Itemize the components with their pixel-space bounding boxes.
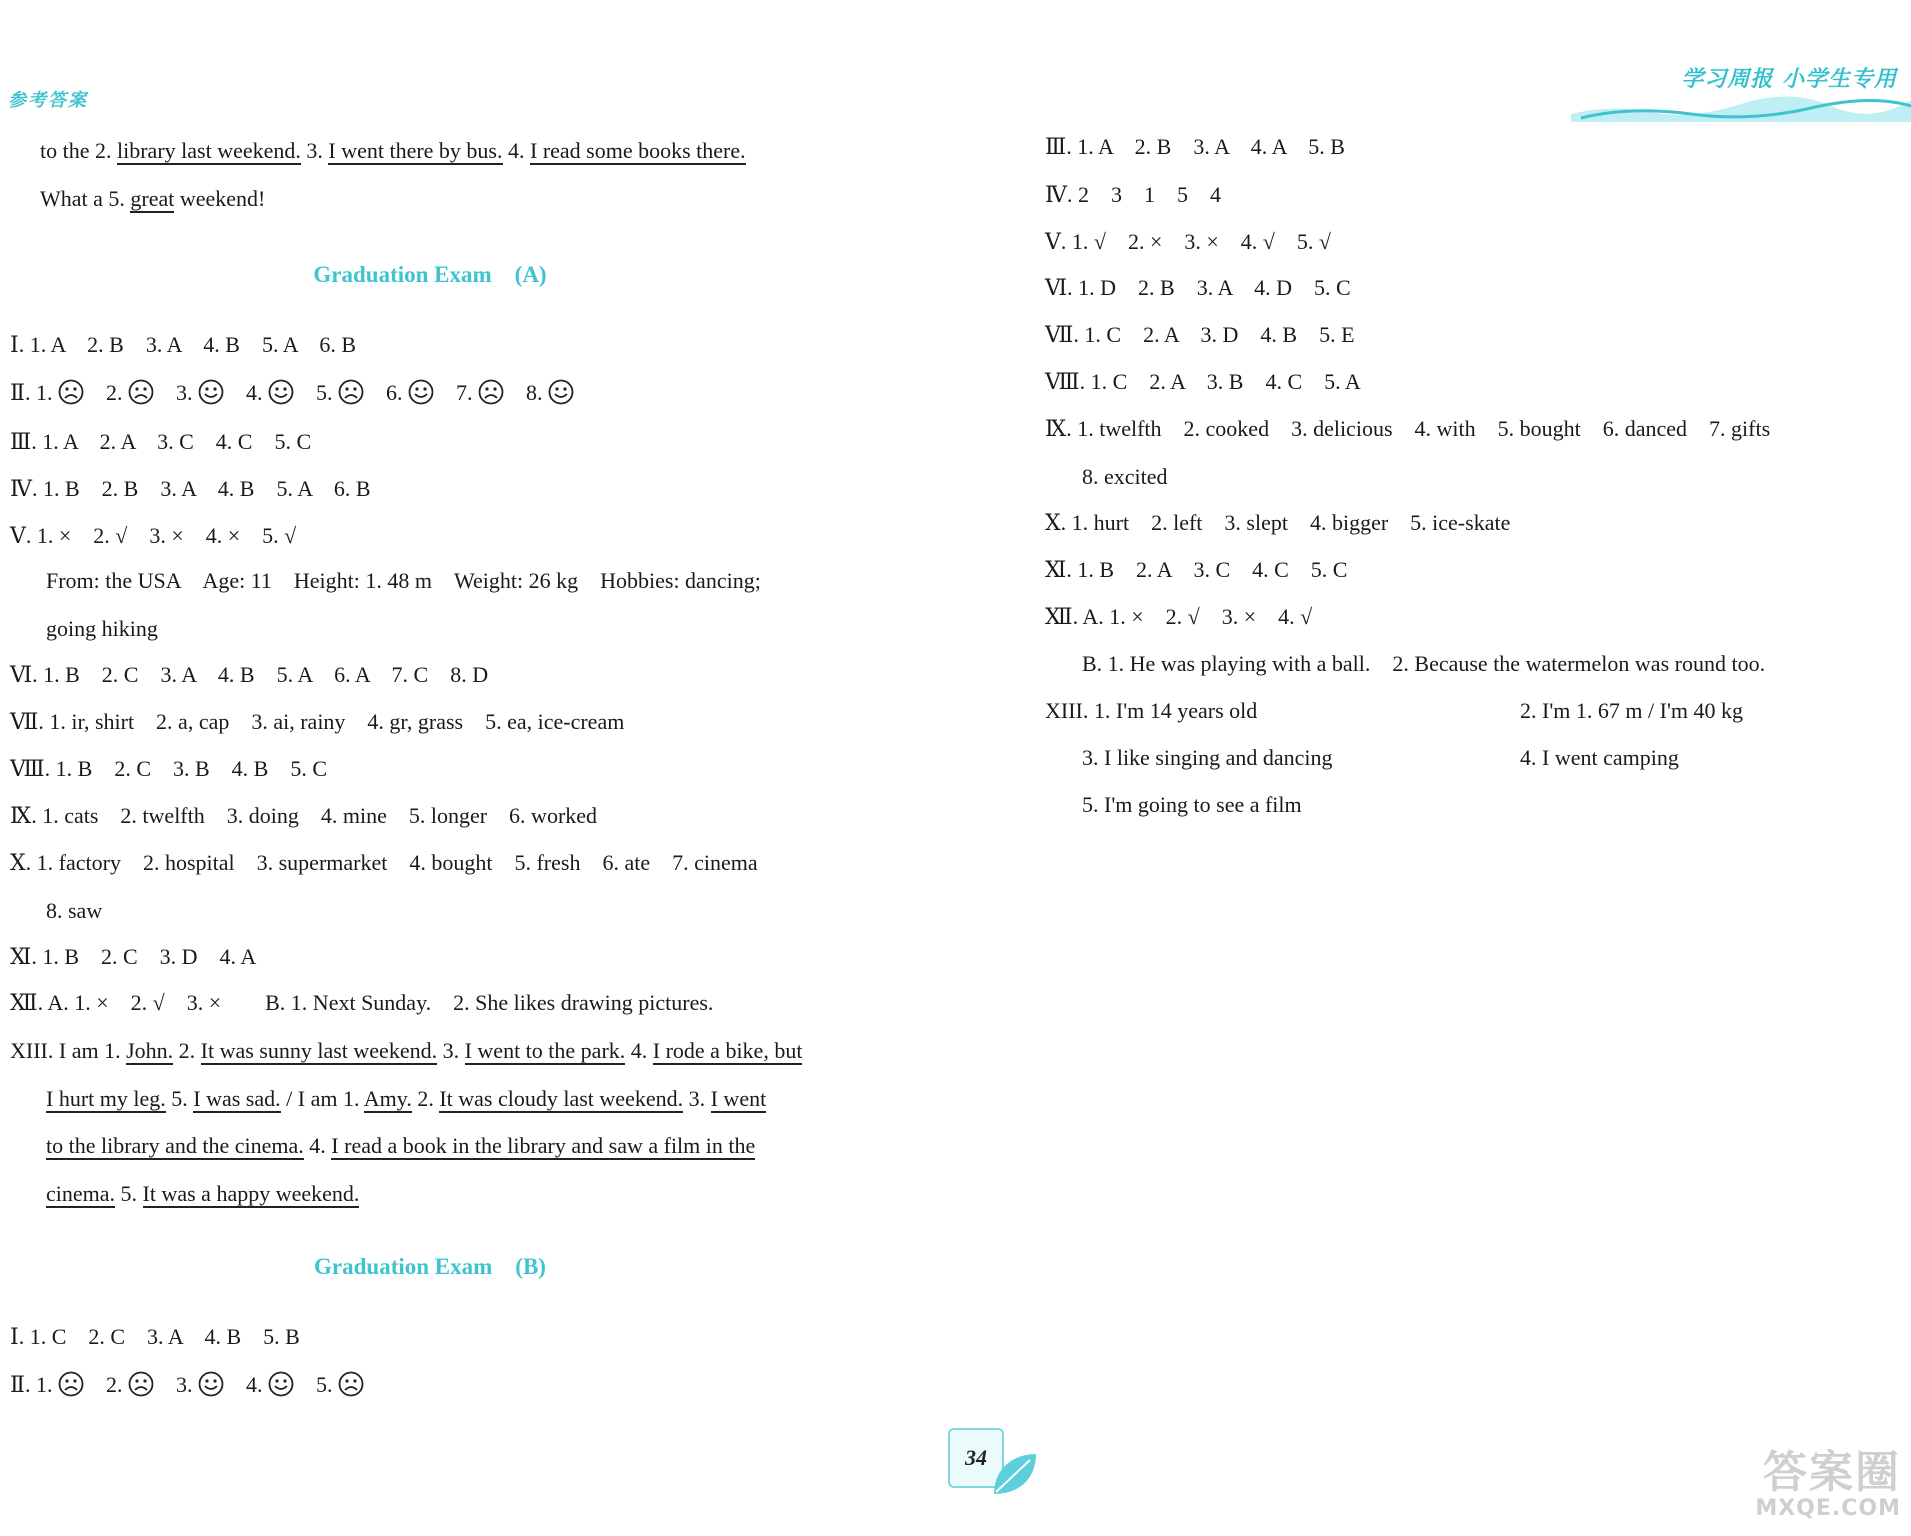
answer-underlined: I hurt my leg. xyxy=(46,1086,166,1111)
answer-line: Ⅺ. 1. B 2. A 3. C 4. C 5. C xyxy=(1045,557,1348,582)
faces-group xyxy=(58,1372,386,1397)
text: 3. xyxy=(442,1038,460,1063)
text: 3. xyxy=(306,138,323,163)
answer-underlined: John. xyxy=(126,1038,174,1063)
answer-underlined: I read a book in the library and saw a film in the xyxy=(331,1133,756,1158)
answer-line-writing-3 xyxy=(46,1131,755,1161)
answer-underlined: I went xyxy=(710,1086,767,1111)
text: 3. xyxy=(688,1086,706,1111)
sad-face-icon xyxy=(338,1371,364,1397)
answer-underlined: great xyxy=(130,186,175,211)
answer-line: Ⅸ. 1. twelfth 2. cooked 3. delicious 4. with 5. bought 6. danced 7. gifts xyxy=(1045,416,1771,441)
answer-underlined: I rode a bike, but xyxy=(652,1038,803,1063)
watermark-logo-text: 答案圈 xyxy=(1763,1447,1901,1498)
sad-face-icon xyxy=(128,1371,154,1397)
text: to the 2. xyxy=(40,138,112,163)
face-number-label: 6. xyxy=(385,380,408,405)
face-number-label: 4. xyxy=(245,1372,268,1397)
answer-underlined: cinema. xyxy=(46,1181,116,1206)
answer-line-writing-1 xyxy=(10,1036,802,1066)
face-number-label: 4. xyxy=(245,380,268,405)
answer-line: 8. excited xyxy=(1082,464,1168,489)
answer-line-writing-2 xyxy=(46,1084,766,1114)
face-number-label: 7. xyxy=(455,380,478,405)
text: 4. xyxy=(309,1133,326,1158)
label: Ⅱ. 1. xyxy=(10,1372,53,1397)
answer-line: Ⅷ. 1. C 2. A 3. B 4. C 5. A xyxy=(1045,369,1361,394)
answer-line: Ⅳ. 2 3 1 5 4 xyxy=(1045,182,1221,207)
face-number-label: 8. xyxy=(525,380,548,405)
text: 4. xyxy=(630,1038,648,1063)
section-title-exam-b: Graduation Exam (B) xyxy=(314,1254,546,1279)
answer-line: Ⅺ. 1. B 2. C 3. D 4. A xyxy=(10,944,257,969)
answer-line: Ⅰ. 1. A 2. B 3. A 4. B 5. A 6. B xyxy=(10,332,357,357)
face-number-label: 2. xyxy=(105,380,128,405)
intro-line-2 xyxy=(40,184,265,214)
text: What a 5. xyxy=(40,186,125,211)
face-number-label: 3. xyxy=(175,1372,198,1397)
face-number-label: 3. xyxy=(175,380,198,405)
answer-line: 5. I'm going to see a film xyxy=(1082,792,1302,817)
header-left-label: 参考答案 xyxy=(8,90,88,111)
answer-line: Ⅳ. 1. B 2. B 3. A 4. B 5. A 6. B xyxy=(10,476,371,501)
answer-line: XIII. 1. I'm 14 years old xyxy=(1045,698,1258,723)
text: 5. xyxy=(171,1086,188,1111)
sad-face-icon xyxy=(478,379,504,405)
answer-line: Ⅲ. 1. A 2. A 3. C 4. C 5. C xyxy=(10,429,312,454)
sad-face-icon xyxy=(338,379,364,405)
answer-underlined: I went to the park. xyxy=(464,1038,626,1063)
answer-underlined: It was cloudy last weekend. xyxy=(439,1086,684,1111)
text: 5. xyxy=(120,1181,138,1206)
happy-face-icon xyxy=(548,379,574,405)
answer-line-faces-b xyxy=(10,1370,386,1400)
faces-group xyxy=(58,380,596,405)
happy-face-icon xyxy=(198,1371,224,1397)
watermark xyxy=(1711,1447,1901,1530)
answer-line: Ⅷ. 1. B 2. C 3. B 4. B 5. C xyxy=(10,756,328,781)
sad-face-icon xyxy=(58,379,84,405)
answer-line: 2. I'm 1. 67 m / I'm 40 kg xyxy=(1520,698,1744,723)
happy-face-icon xyxy=(268,1371,294,1397)
answer-line: Ⅶ. 1. C 2. A 3. D 4. B 5. E xyxy=(1045,322,1355,347)
happy-face-icon xyxy=(198,379,224,405)
answer-underlined: I went there by bus. xyxy=(328,138,503,163)
answer-line: B. 1. He was playing with a ball. 2. Because the watermelon was round too. xyxy=(1082,651,1766,676)
answer-underlined: It was sunny last weekend. xyxy=(200,1038,438,1063)
answer-line: Ⅵ. 1. D 2. B 3. A 4. D 5. C xyxy=(1045,275,1351,300)
watermark-url: MXQE.COM xyxy=(1755,1496,1901,1521)
text: / I am 1. xyxy=(286,1086,360,1111)
answer-line: Ⅰ. 1. C 2. C 3. A 4. B 5. B xyxy=(10,1324,300,1349)
sad-face-icon xyxy=(128,379,154,405)
page-number: 34 xyxy=(948,1428,1004,1488)
section-title-exam-a: Graduation Exam (A) xyxy=(313,262,547,287)
sad-face-icon xyxy=(58,1371,84,1397)
answer-line: Ⅵ. 1. B 2. C 3. A 4. B 5. A 6. A 7. C 8. D xyxy=(10,662,489,687)
answer-line-writing-4 xyxy=(46,1179,359,1209)
header-right-label: 学习周报 小学生专用 xyxy=(1681,67,1897,92)
answer-line: Ⅸ. 1. cats 2. twelfth 3. doing 4. mine 5. longer 6. worked xyxy=(10,803,598,828)
answer-line: 4. I went camping xyxy=(1520,745,1679,770)
answer-line: Ⅻ. A. 1. × 2. √ 3. × 4. √ xyxy=(1045,604,1313,629)
answer-line: 8. saw xyxy=(46,898,103,923)
answer-line: Ⅴ. 1. √ 2. × 3. × 4. √ 5. √ xyxy=(1045,229,1331,254)
answer-line: Ⅲ. 1. A 2. B 3. A 4. A 5. B xyxy=(1045,134,1345,159)
answer-line: Ⅹ. 1. hurt 2. left 3. slept 4. bigger 5. ice-skate xyxy=(1045,510,1511,535)
answer-line: Ⅶ. 1. ir, shirt 2. a, cap 3. ai, rainy 4. gr, grass 5. ea, ice-cream xyxy=(10,709,625,734)
face-number-label: 2. xyxy=(105,1372,128,1397)
answer-line-faces-a xyxy=(10,378,596,408)
answer-line: Ⅻ. A. 1. × 2. √ 3. × B. 1. Next Sunday. 2. She likes drawing pictures. xyxy=(10,990,714,1015)
answer-underlined: It was a happy weekend. xyxy=(142,1181,360,1206)
answer-underlined: library last weekend. xyxy=(117,138,301,163)
answer-line: From: the USA Age: 11 Height: 1. 48 m Weight: 26 kg Hobbies: dancing; xyxy=(46,568,761,593)
face-number-label: 5. xyxy=(315,1372,338,1397)
happy-face-icon xyxy=(408,379,434,405)
text: 2. xyxy=(178,1038,196,1063)
answer-line: 3. I like singing and dancing xyxy=(1082,745,1333,770)
answer-underlined: Amy. xyxy=(363,1086,412,1111)
answer-underlined: I was sad. xyxy=(193,1086,281,1111)
text: XIII. I am 1. xyxy=(10,1038,121,1063)
text: 4. xyxy=(508,138,525,163)
leaf-icon xyxy=(990,1450,1040,1498)
happy-face-icon xyxy=(268,379,294,405)
intro-line-1 xyxy=(40,136,746,166)
text: 2. xyxy=(417,1086,434,1111)
answer-line: Ⅴ. 1. × 2. √ 3. × 4. × 5. √ xyxy=(10,523,297,548)
answer-line: Ⅹ. 1. factory 2. hospital 3. supermarket 4. bought 5. fresh 6. ate 7. cinema xyxy=(10,850,758,875)
face-number-label: 5. xyxy=(315,380,338,405)
text: weekend! xyxy=(179,186,266,211)
label: Ⅱ. 1. xyxy=(10,380,53,405)
answer-underlined: I read some books there. xyxy=(530,138,746,163)
answer-underlined: to the library and the cinema. xyxy=(46,1133,304,1158)
answer-line: going hiking xyxy=(46,616,158,641)
